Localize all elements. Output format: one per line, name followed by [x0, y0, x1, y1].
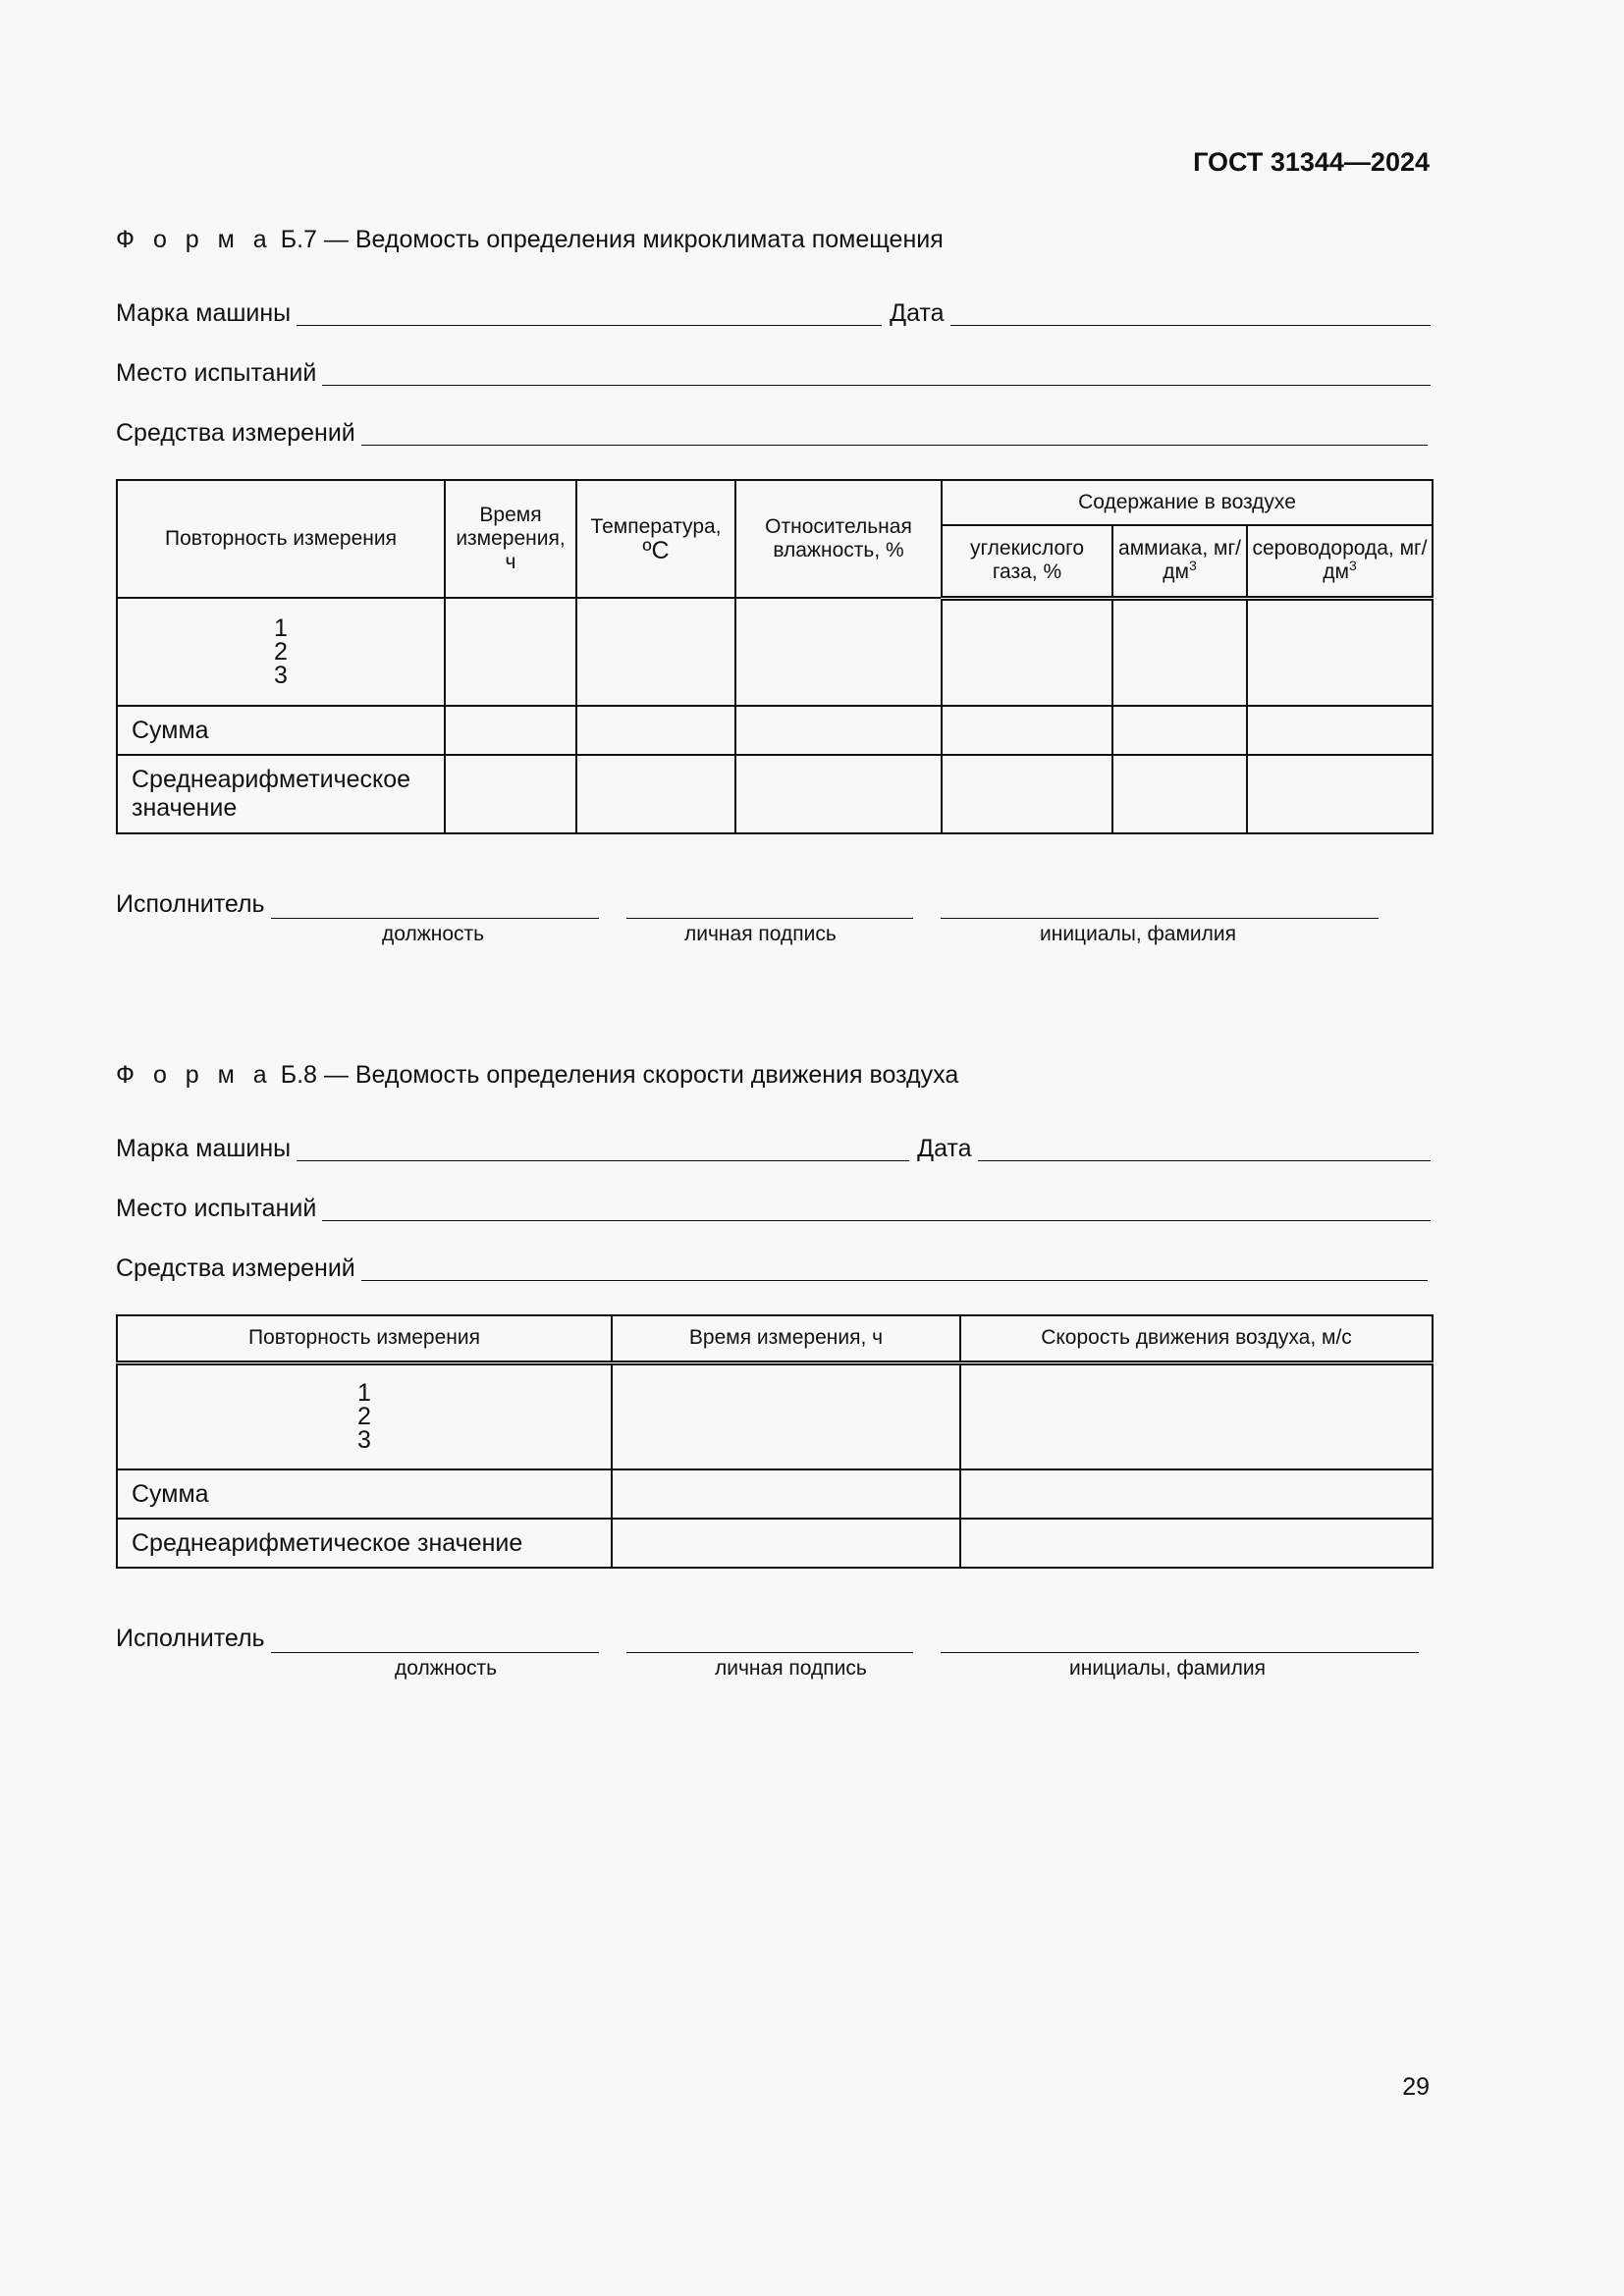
form-b8-mean-label: Среднеарифметическое значение: [117, 1519, 612, 1568]
form-b8-caption-signature: личная подпись: [715, 1657, 867, 1680]
form-b8-mean-time[interactable]: [612, 1519, 960, 1568]
form-b7-cell-nh3[interactable]: [1112, 598, 1247, 706]
form-b8-repeat-3: 3: [357, 1426, 371, 1455]
form-b8-caption-name: инициалы, фамилия: [1069, 1657, 1266, 1680]
form-b7-name-input[interactable]: [941, 894, 1379, 919]
form-b7-cell-time[interactable]: [445, 598, 576, 706]
form-b7-repeat-1: 1: [274, 614, 288, 642]
form-b8-sum-speed[interactable]: [960, 1469, 1433, 1519]
form-b7-mean-temp[interactable]: [576, 755, 735, 833]
form-b7-sum-label: Сумма: [117, 706, 445, 755]
form-b7-signature-input[interactable]: [626, 894, 913, 919]
form-b7-mean-time[interactable]: [445, 755, 576, 833]
form-b7-caption-position: должность: [382, 923, 485, 945]
form-b7-caption-signature: личная подпись: [684, 923, 837, 945]
form-b7-cell-humidity[interactable]: [735, 598, 942, 706]
form-b8-cell-time[interactable]: [612, 1362, 960, 1469]
form-b8-caption-position: должность: [395, 1657, 498, 1680]
form-b7-cell-co2[interactable]: [942, 598, 1112, 706]
form-b7-executor-label: Исполнитель: [116, 890, 265, 918]
form-b8-instruments-input[interactable]: [361, 1256, 1428, 1281]
form-b8-cell-speed[interactable]: [960, 1362, 1433, 1469]
form-b7-sum-time[interactable]: [445, 706, 576, 755]
form-b7-date-label: Дата: [890, 299, 945, 327]
form-b7-col-h2s-label: сероводорода, мг/дм: [1252, 537, 1428, 584]
form-b8-signature: [116, 1618, 1419, 1653]
form-b7-mean-nh3[interactable]: [1112, 755, 1247, 833]
form-b8-date-input[interactable]: [978, 1137, 1432, 1161]
page-number: 29: [1402, 2073, 1430, 2101]
form-b7-instruments-input[interactable]: [361, 421, 1428, 446]
form-b7-machine-date-row: [116, 291, 1431, 326]
form-b7-col-time: Время измерения, ч: [445, 480, 576, 598]
form-b7-mean-label: Среднеарифметическое значение: [117, 755, 445, 833]
form-b7-machine-label: Марка машины: [116, 299, 292, 327]
form-b7-sum-temp[interactable]: [576, 706, 735, 755]
form-b7-repeat-3: 3: [274, 662, 288, 689]
form-b7-machine-input[interactable]: [297, 301, 882, 326]
form-b7-col-humidity: Относительная влажность, %: [735, 480, 942, 598]
form-b8-machine-date-row: [116, 1126, 1431, 1161]
form-b8-mean-speed[interactable]: [960, 1519, 1433, 1568]
form-b8-machine-input[interactable]: [297, 1137, 909, 1161]
form-b7-repeat-2: 2: [274, 638, 288, 666]
form-b7-sum-nh3[interactable]: [1112, 706, 1247, 755]
form-b7-col-co2: углекислого газа, %: [942, 525, 1112, 598]
form-b8-sum-label: Сумма: [117, 1469, 612, 1519]
form-b8-col-speed: Скорость движения воздуха, м/с: [960, 1315, 1433, 1362]
form-b8-prefix: Ф о р м а: [116, 1061, 273, 1089]
form-b7-date-input[interactable]: [950, 301, 1432, 326]
form-b8-signature-input[interactable]: [626, 1629, 913, 1653]
form-b8-instruments-label: Средства измерений: [116, 1255, 355, 1282]
form-b7-prefix: Ф о р м а: [116, 226, 273, 253]
form-b8-name-input[interactable]: [941, 1629, 1419, 1653]
form-b7-instruments-row: [116, 410, 1428, 446]
form-b7-cell-temp[interactable]: [576, 598, 735, 706]
form-b7-col-air-group: Содержание в воздухе: [942, 480, 1433, 525]
form-b7-place-row: [116, 350, 1431, 386]
form-b7-cell-h2s[interactable]: [1247, 598, 1433, 706]
form-b7-instruments-label: Средства измерений: [116, 419, 355, 447]
form-b8-place-row: [116, 1186, 1431, 1221]
form-b7-col-temp: [576, 480, 735, 598]
form-b7-sum-co2[interactable]: [942, 706, 1112, 755]
form-b8-position-input[interactable]: [271, 1629, 599, 1653]
form-b7-mean-co2[interactable]: [942, 755, 1112, 833]
form-b7-place-label: Место испытаний: [116, 359, 317, 387]
form-b8-sum-time[interactable]: [612, 1469, 960, 1519]
form-b8-table: [116, 1314, 1434, 1569]
form-b8-instruments-row: [116, 1246, 1428, 1281]
form-b8-executor-label: Исполнитель: [116, 1625, 265, 1652]
form-b8-place-input[interactable]: [322, 1197, 1431, 1221]
form-b7-position-input[interactable]: [271, 894, 599, 919]
form-b7-caption-name: инициалы, фамилия: [1040, 923, 1236, 945]
form-b7-col-temp-unit: ºС: [642, 537, 670, 564]
form-b7-col-repeat: Повторность измерения: [117, 480, 445, 598]
form-b7-col-h2s: [1247, 525, 1433, 598]
form-b7-col-h2s-power: 3: [1348, 558, 1357, 574]
form-b7-col-nh3-power: 3: [1188, 558, 1197, 574]
form-b7-col-nh3-label: аммиака, мг/дм: [1118, 537, 1241, 584]
form-b8-machine-label: Марка машины: [116, 1135, 292, 1162]
form-b8-title-text: Б.8 — Ведомость определения скорости движения воздуха: [280, 1061, 959, 1089]
form-b8-repeat-numbers: [117, 1362, 612, 1469]
document-number: ГОСТ 31344—2024: [1193, 147, 1430, 177]
form-b7-repeat-numbers: [117, 598, 445, 706]
form-b7-title: [116, 226, 944, 254]
form-b8-place-label: Место испытаний: [116, 1195, 317, 1222]
form-b8-repeat-1: 1: [357, 1379, 371, 1408]
form-b8-title: [116, 1061, 958, 1090]
form-b8-col-repeat: Повторность измерения: [117, 1315, 612, 1362]
form-b7-title-text: Б.7 — Ведомость определения микроклимата помещения: [280, 226, 944, 253]
form-b7-col-nh3: [1112, 525, 1247, 598]
form-b7-place-input[interactable]: [322, 361, 1431, 386]
form-b8-date-label: Дата: [917, 1135, 972, 1162]
form-b7-table: [116, 479, 1434, 834]
form-b7-mean-h2s[interactable]: [1247, 755, 1433, 833]
form-b7-sum-h2s[interactable]: [1247, 706, 1433, 755]
form-b7-signature: [116, 883, 1379, 919]
form-b7-sum-humidity[interactable]: [735, 706, 942, 755]
form-b8-repeat-2: 2: [357, 1403, 371, 1431]
form-b7-col-temp-label: Температура,: [590, 515, 722, 538]
form-b7-mean-humidity[interactable]: [735, 755, 942, 833]
form-b8-col-time: Время измерения, ч: [612, 1315, 960, 1362]
